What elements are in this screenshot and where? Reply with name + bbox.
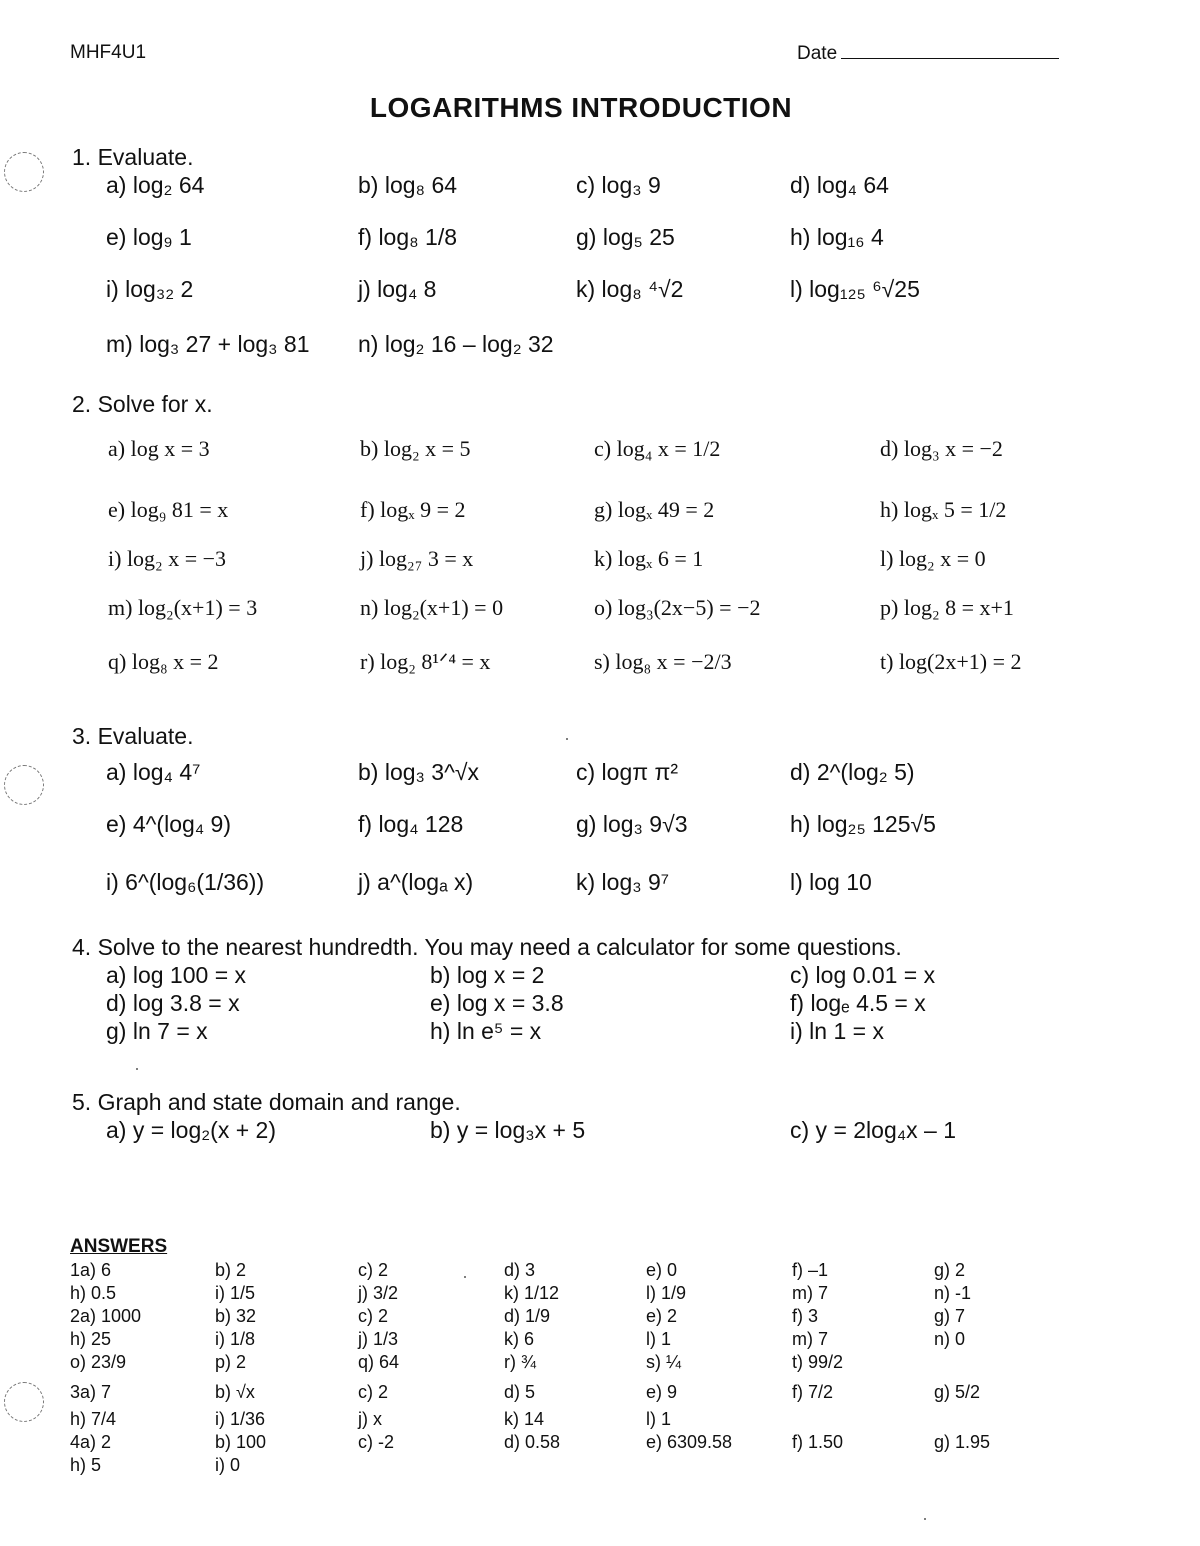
question-5-heading: 5. Graph and state domain and range. <box>72 1089 461 1115</box>
question-3-heading: 3. Evaluate. <box>72 723 194 749</box>
q3-item: i) 6^(log₆(1/36)) <box>106 869 265 895</box>
q2-item: i) log₂ x = −3 <box>108 546 227 571</box>
answer-cell: i) 1/8 <box>215 1329 256 1349</box>
q3-item: k) log₃ 9⁷ <box>576 869 670 895</box>
answer-cell: k) 6 <box>504 1329 535 1349</box>
q5-item: c) y = 2log₄x – 1 <box>790 1117 956 1143</box>
q2-item: p) log₂ 8 = x+1 <box>880 595 1014 620</box>
q4-item: i) ln 1 = x <box>790 1018 884 1044</box>
answer-cell: f) 3 <box>792 1306 819 1326</box>
q1-item: e) log₉ 1 <box>106 224 192 250</box>
answer-cell: b) √x <box>215 1382 255 1402</box>
answer-cell: 1a) 6 <box>70 1260 112 1280</box>
answer-cell: g) 7 <box>934 1306 966 1326</box>
answer-cell: o) 23/9 <box>70 1352 127 1372</box>
scan-speck <box>924 1518 926 1520</box>
answer-cell: m) 7 <box>792 1329 828 1349</box>
q3-item: c) logπ π² <box>576 759 679 785</box>
answer-cell: h) 25 <box>70 1329 112 1349</box>
q2-item: m) log₂(x+1) = 3 <box>108 595 258 620</box>
q1-item: a) log₂ 64 <box>106 172 205 198</box>
answer-cell: d) 3 <box>504 1260 536 1280</box>
q5-item: b) y = log₃x + 5 <box>430 1117 586 1143</box>
scan-speck <box>136 1068 138 1070</box>
q1-item: d) log₄ 64 <box>790 172 889 198</box>
q2-item: s) log₈ x = −2/3 <box>594 649 732 674</box>
q1-item: g) log₅ 25 <box>576 224 675 250</box>
answer-cell: g) 1.95 <box>934 1432 991 1452</box>
answer-cell: l) 1 <box>646 1409 672 1429</box>
page-title: LOGARITHMS INTRODUCTION <box>369 92 793 123</box>
answer-cell: f) 7/2 <box>792 1382 834 1402</box>
q2-item: n) log₂(x+1) = 0 <box>360 595 504 620</box>
answer-cell: f) 1.50 <box>792 1432 844 1452</box>
q2-item: r) log₂ 8¹ᐟ⁴ = x <box>360 649 491 674</box>
punch-hole-bottom <box>4 1382 44 1422</box>
q2-item: q) log₈ x = 2 <box>108 649 219 674</box>
punch-hole-middle <box>4 765 44 805</box>
q4-item: h) ln e⁵ = x <box>430 1018 542 1044</box>
answer-cell: n) 0 <box>934 1329 966 1349</box>
q4-item: b) log x = 2 <box>430 962 545 988</box>
answer-cell: j) x <box>358 1409 382 1429</box>
answer-cell: 2a) 1000 <box>70 1306 142 1326</box>
date-field <box>797 42 1059 65</box>
answer-cell: b) 32 <box>215 1306 257 1326</box>
date-blank-line <box>841 42 1059 59</box>
scan-speck <box>566 738 568 740</box>
q2-item: h) logₓ 5 = 1/2 <box>880 497 1007 522</box>
answer-cell: c) 2 <box>358 1260 389 1280</box>
q1-item: l) log₁₂₅ ⁶√25 <box>790 276 920 302</box>
answer-cell: i) 1/5 <box>215 1283 256 1303</box>
q2-item: d) log₃ x = −2 <box>880 436 1003 461</box>
q1-item: b) log₈ 64 <box>358 172 458 198</box>
answer-cell: r) ¾ <box>504 1352 537 1372</box>
q2-item: c) log₄ x = 1/2 <box>594 436 721 461</box>
q2-item: l) log₂ x = 0 <box>880 546 986 571</box>
q4-item: g) ln 7 = x <box>106 1018 208 1044</box>
answer-cell: p) 2 <box>215 1352 247 1372</box>
answer-cell: j) 3/2 <box>358 1283 399 1303</box>
answer-cell: k) 1/12 <box>504 1283 560 1303</box>
q1-item: m) log₃ 27 + log₃ 81 <box>106 331 310 357</box>
answer-cell: c) 2 <box>358 1382 389 1402</box>
q2-item: b) log₂ x = 5 <box>360 436 471 461</box>
answer-cell: d) 1/9 <box>504 1306 551 1326</box>
answer-cell: h) 7/4 <box>70 1409 117 1429</box>
q1-item: c) log₃ 9 <box>576 172 661 198</box>
answer-cell: n) -1 <box>934 1283 972 1303</box>
q2-item: a) log x = 3 <box>108 436 210 461</box>
q4-item: d) log 3.8 = x <box>106 990 240 1016</box>
answer-cell: l) 1/9 <box>646 1283 687 1303</box>
answer-cell: d) 0.58 <box>504 1432 561 1452</box>
q2-item: t) log(2x+1) = 2 <box>880 649 1022 674</box>
q2-item: j) log₂₇ 3 = x <box>360 546 474 571</box>
q4-item: c) log 0.01 = x <box>790 962 936 988</box>
answer-cell: g) 2 <box>934 1260 966 1280</box>
q3-item: l) log 10 <box>790 869 872 895</box>
q1-item: f) log₈ 1/8 <box>358 224 458 250</box>
q4-item: a) log 100 = x <box>106 962 247 988</box>
q2-item: o) log₃(2x−5) = −2 <box>594 595 761 620</box>
answer-cell: d) 5 <box>504 1382 536 1402</box>
q2-item: e) log₉ 81 = x <box>108 497 229 522</box>
q3-item: d) 2^(log₂ 5) <box>790 759 915 785</box>
answer-cell: l) 1 <box>646 1329 672 1349</box>
q3-item: j) a^(logₐ x) <box>358 869 474 895</box>
course-code: MHF4U1 <box>70 42 147 63</box>
answer-cell: c) -2 <box>358 1432 394 1452</box>
answer-cell: f) –1 <box>792 1260 829 1280</box>
answer-cell: e) 0 <box>646 1260 678 1280</box>
q1-item: h) log₁₆ 4 <box>790 224 884 250</box>
answer-cell: b) 100 <box>215 1432 267 1452</box>
answer-cell: 3a) 7 <box>70 1382 112 1402</box>
q3-item: b) log₃ 3^√x <box>358 759 479 785</box>
answer-cell: t) 99/2 <box>792 1352 844 1372</box>
q2-item: f) logₓ 9 = 2 <box>360 497 466 522</box>
punch-hole-top <box>4 152 44 192</box>
q4-item: f) logₑ 4.5 = x <box>790 990 926 1016</box>
answer-cell: k) 14 <box>504 1409 545 1429</box>
answer-cell: i) 1/36 <box>215 1409 266 1429</box>
q2-item: g) logₓ 49 = 2 <box>594 497 715 522</box>
q1-item: i) log₃₂ 2 <box>106 276 194 302</box>
q5-item: a) y = log₂(x + 2) <box>106 1117 276 1143</box>
q2-item: k) logₓ 6 = 1 <box>594 546 704 571</box>
q1-item: j) log₄ 8 <box>358 276 437 302</box>
answer-cell: e) 2 <box>646 1306 678 1326</box>
question-2-heading: 2. Solve for x. <box>72 391 213 417</box>
answer-cell: i) 0 <box>215 1455 241 1475</box>
answer-cell: b) 2 <box>215 1260 247 1280</box>
answer-cell: e) 6309.58 <box>646 1432 733 1452</box>
answer-cell: j) 1/3 <box>358 1329 399 1349</box>
answer-cell: s) ¼ <box>646 1352 682 1372</box>
answer-cell: h) 5 <box>70 1455 102 1475</box>
q3-item: h) log₂₅ 125√5 <box>790 811 936 837</box>
q3-item: a) log₄ 4⁷ <box>106 759 201 785</box>
q3-item: g) log₃ 9√3 <box>576 811 688 837</box>
answer-cell: h) 0.5 <box>70 1283 117 1303</box>
answer-cell: 4a) 2 <box>70 1432 112 1452</box>
question-4-heading: 4. Solve to the nearest hundredth. You may need a calculator for some questions. <box>72 934 902 960</box>
q1-item: n) log₂ 16 – log₂ 32 <box>358 331 554 357</box>
answers-heading: ANSWERS <box>70 1236 168 1257</box>
answer-cell: q) 64 <box>358 1352 400 1372</box>
date-label: Date <box>797 43 838 64</box>
question-1-heading: 1. Evaluate. <box>72 144 194 170</box>
answer-cell: c) 2 <box>358 1306 389 1326</box>
q4-item: e) log x = 3.8 <box>430 990 564 1016</box>
answer-cell: g) 5/2 <box>934 1382 981 1402</box>
scan-speck <box>464 1276 466 1278</box>
answer-cell: m) 7 <box>792 1283 828 1303</box>
q3-item: f) log₄ 128 <box>358 811 464 837</box>
answer-cell: e) 9 <box>646 1382 678 1402</box>
q1-item: k) log₈ ⁴√2 <box>576 276 684 302</box>
q3-item: e) 4^(log₄ 9) <box>106 811 232 837</box>
